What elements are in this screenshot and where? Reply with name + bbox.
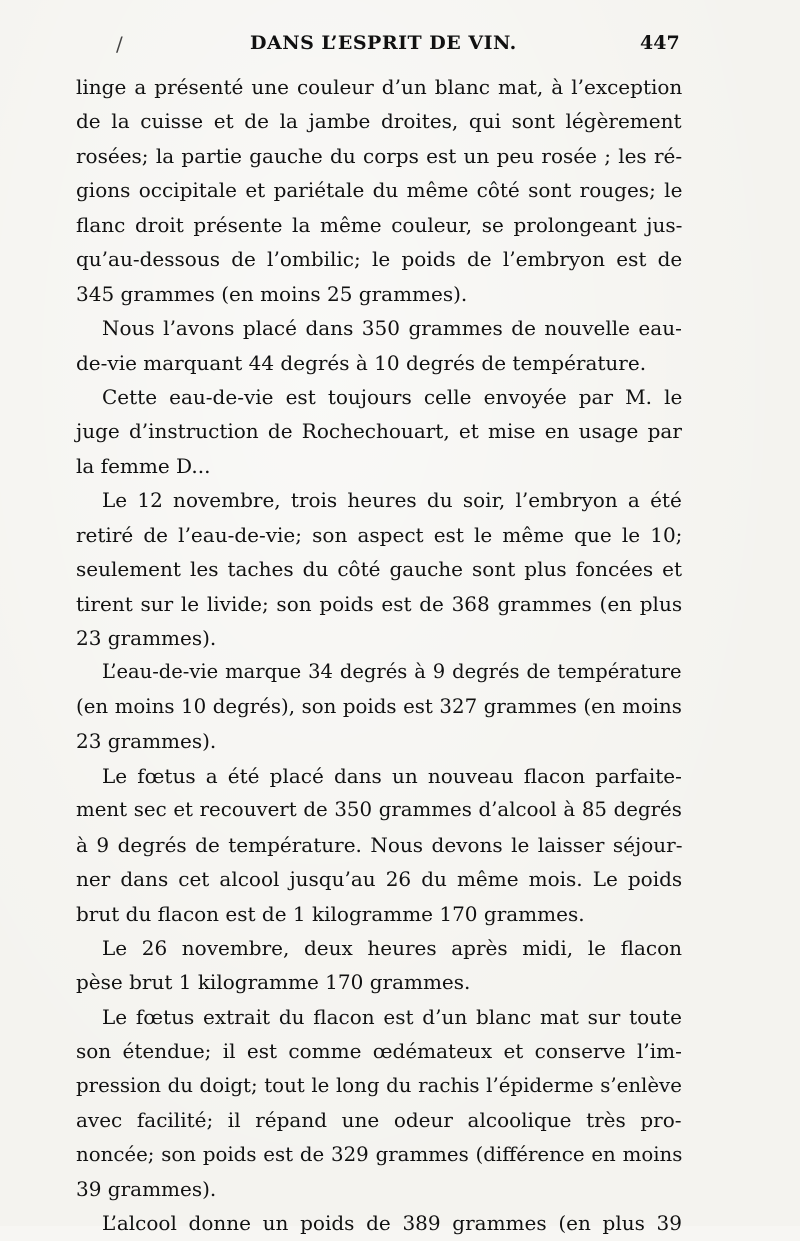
text-line: linge a présenté une couleur d’un blanc mat, à l’exception (76, 75, 683, 99)
text-line: Cette eau-de-vie est toujours celle envoyée par M. le (102, 384, 683, 409)
text-line: 345 grammes (en moins 25 grammes). (76, 281, 468, 306)
text-line: L’eau-de-vie marque 34 degrés à 9 degrés de température (102, 660, 682, 684)
text-line: de la cuisse et de la jambe droites, qui sont légèrement (76, 109, 682, 134)
text-line: son étendue; il est comme œdémateux et conserve l’im- (76, 1039, 682, 1064)
text-line: seulement les taches du côté gauche sont plus foncées et (76, 557, 683, 582)
text-line: la femme D... (76, 453, 211, 478)
text-line: Le 26 novembre, deux heures après midi, le flacon (102, 935, 682, 960)
text-line: retiré de l’eau-de-vie; son aspect est le même que le 10; (76, 522, 683, 547)
text-line: tirent sur le livide; son poids est de 368 grammes (en plus (76, 591, 683, 616)
text-line: ment sec et recouvert de 350 grammes d’alcool à 85 degrés (76, 798, 682, 822)
text-line: pèse brut 1 kilogramme 170 grammes. (76, 970, 471, 995)
margin-mark: / (116, 32, 123, 56)
text-line: (en moins 10 degrés), son poids est 327 grammes (en moins (76, 694, 682, 718)
text-line: Nous l’avons placé dans 350 grammes de nouvelle eau- (102, 316, 682, 341)
text-line: juge d’instruction de Rochechouart, et mise en usage par (76, 419, 682, 444)
text-line: 23 grammes). (76, 626, 217, 650)
body-text (76, 70, 682, 1241)
page-header (0, 26, 800, 62)
text-line: ner dans cet alcool jusqu’au 26 du même mois. Le poids (76, 867, 683, 892)
text-line: 23 grammes). (76, 729, 217, 754)
text-line: avec facilité; il répand une odeur alcoolique très pro- (76, 1108, 682, 1133)
text-line: noncée; son poids est de 329 grammes (différence en moins (76, 1142, 683, 1166)
text-line: L’alcool donne un poids de 389 grammes (en plus 39 (102, 1211, 683, 1236)
text-line: brut du flacon est de 1 kilogramme 170 grammes. (76, 901, 585, 926)
text-line: Le 12 novembre, trois heures du soir, l’embryon a été (102, 488, 682, 513)
text-line: qu’au-dessous de l’ombilic; le poids de l’embryon est de (76, 247, 683, 272)
text-line: Le fœtus a été placé dans un nouveau flacon parfaite- (102, 763, 682, 788)
text-line: de-vie marquant 44 degrés à 10 degrés de température. (76, 350, 647, 375)
text-line: Le fœtus extrait du flacon est d’un blanc mat sur toute (102, 1004, 682, 1029)
text-line: pression du doigt; tout le long du rachis l’épiderme s’enlève (76, 1073, 682, 1097)
page-number: 447 (640, 32, 680, 54)
text-line: rosées; la partie gauche du corps est un peu rosée ; les ré- (76, 143, 683, 168)
running-title: DANS L’ESPRIT DE VIN. (250, 32, 517, 54)
text-line: 39 grammes). (76, 1177, 217, 1201)
text-line: flanc droit présente la même couleur, se prolongeant jus- (76, 212, 683, 237)
text-line: gions occipitale et pariétale du même côté sont rouges; le (76, 178, 683, 203)
text-line: à 9 degrés de température. Nous devons le laisser séjour- (76, 832, 683, 857)
